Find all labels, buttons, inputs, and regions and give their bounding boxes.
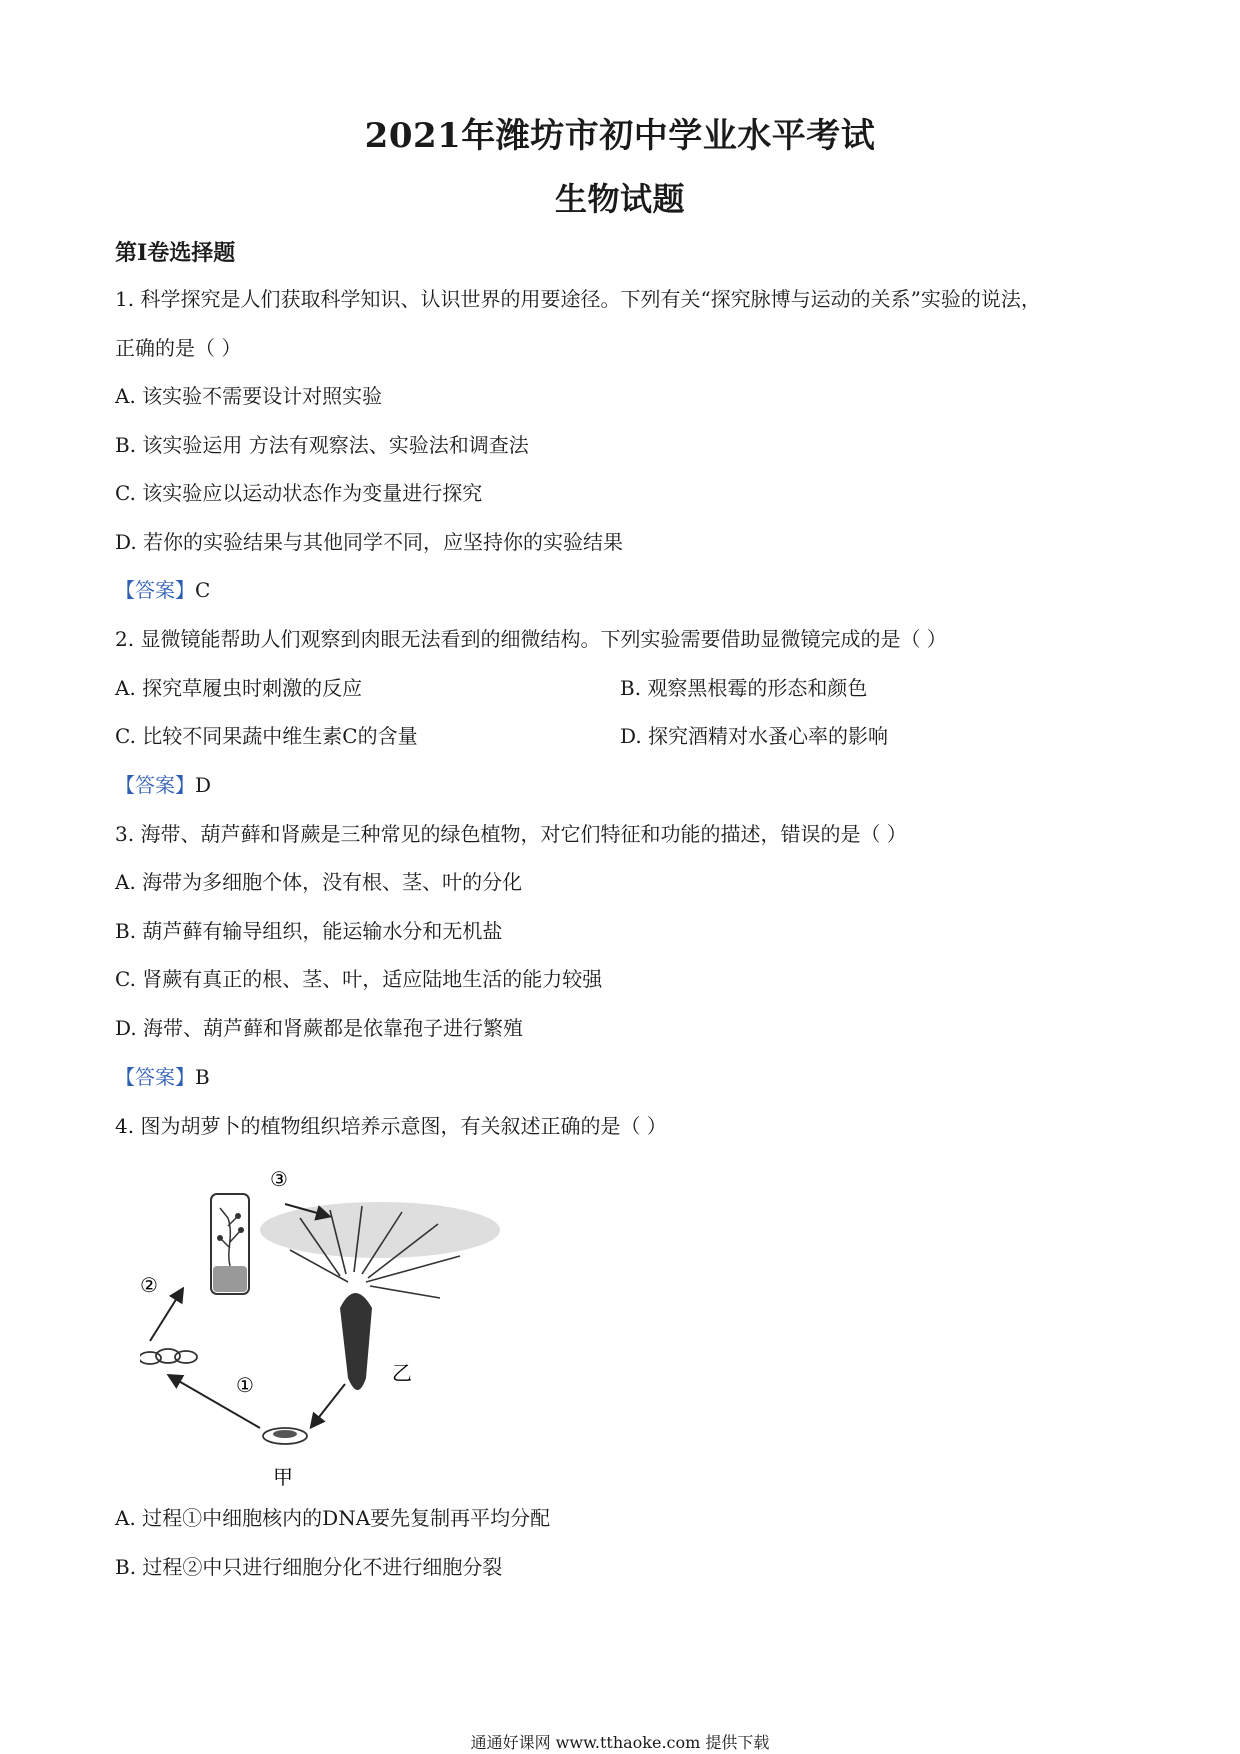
q1-option-b: B. 该实验运用 方法有观察法、实验法和调查法	[115, 433, 529, 457]
section-heading: 第Ⅰ卷选择题	[115, 240, 236, 266]
petri-dish-icon	[263, 1428, 307, 1444]
answer-label: 【答案】	[115, 1065, 195, 1089]
q2-answer	[115, 773, 211, 797]
q2-option-d: D. 探究酒精对水蚤心率的影响	[620, 724, 889, 748]
q1-option-c: C. 该实验应以运动状态作为变量进行探究	[115, 481, 483, 505]
q4-option-a: A. 过程①中细胞核内的DNA要先复制再平均分配	[115, 1506, 551, 1530]
q2-option-a: A. 探究草履虫时刺激的反应	[115, 676, 363, 700]
label-step3: ③	[270, 1167, 288, 1191]
q2-option-c: C. 比较不同果蔬中维生素C的含量	[115, 724, 418, 748]
q2-answer-value: D	[195, 773, 212, 797]
q1-option-d: D. 若你的实验结果与其他同学不同，应坚持你的实验结果	[115, 530, 624, 554]
q3-answer-value: B	[195, 1065, 210, 1089]
answer-label: 【答案】	[115, 773, 195, 797]
arrow-yi-to-jia	[312, 1384, 345, 1426]
q3-option-d: D. 海带、葫芦藓和肾蕨都是依靠孢子进行繁殖	[115, 1016, 524, 1040]
q3-option-c: C. 肾蕨有真正的根、茎、叶，适应陆地生活的能力较强	[115, 967, 603, 991]
label-jia: 甲	[273, 1465, 293, 1489]
q4-option-b: B. 过程②中只进行细胞分化不进行细胞分裂	[115, 1555, 503, 1579]
q3-option-a: A. 海带为多细胞个体，没有根、茎、叶的分化	[115, 870, 523, 894]
answer-label: 【答案】	[115, 578, 195, 602]
q3-option-b: B. 葫芦藓有输导组织，能运输水分和无机盐	[115, 919, 503, 943]
callus-cells-icon	[140, 1349, 197, 1364]
q1-answer-value: C	[195, 578, 211, 602]
arrow-step2	[150, 1290, 182, 1341]
test-tube-icon	[211, 1194, 249, 1294]
q1-answer	[115, 578, 210, 602]
carrot-plant-icon	[260, 1202, 500, 1390]
tissue-culture-figure	[140, 1158, 500, 1490]
label-yi: 乙	[392, 1361, 412, 1385]
footer-note: 通通好课网 www.tthaoke.com 提供下载	[470, 1733, 770, 1752]
q4-stem: 4. 图为胡萝卜的植物组织培养示意图，有关叙述正确的是（ ）	[115, 1114, 667, 1138]
q1-stem-line1: 1. 科学探究是人们获取科学知识、认识世界的用要途径。下列有关“探究脉博与运动的关系”实验的说法，	[115, 287, 1041, 311]
q3-answer	[115, 1065, 210, 1089]
q3-stem: 3. 海带、葫芦藓和肾蕨是三种常见的绿色植物，对它们特征和功能的描述，错误的是（ ）	[115, 822, 907, 846]
q2-option-b: B. 观察黑根霉的形态和颜色	[620, 676, 868, 700]
label-step2: ②	[140, 1273, 158, 1297]
label-step1: ①	[236, 1373, 254, 1397]
exam-subtitle: 生物试题	[554, 180, 685, 218]
q1-stem-line2: 正确的是（ ）	[115, 336, 242, 360]
q1-option-a: A. 该实验不需要设计对照实验	[115, 384, 383, 408]
exam-title: 2021年潍坊市初中学业水平考试	[364, 116, 876, 156]
q2-stem: 2. 显微镜能帮助人们观察到肉眼无法看到的细微结构。下列实验需要借助显微镜完成的是（ ）	[115, 627, 947, 651]
